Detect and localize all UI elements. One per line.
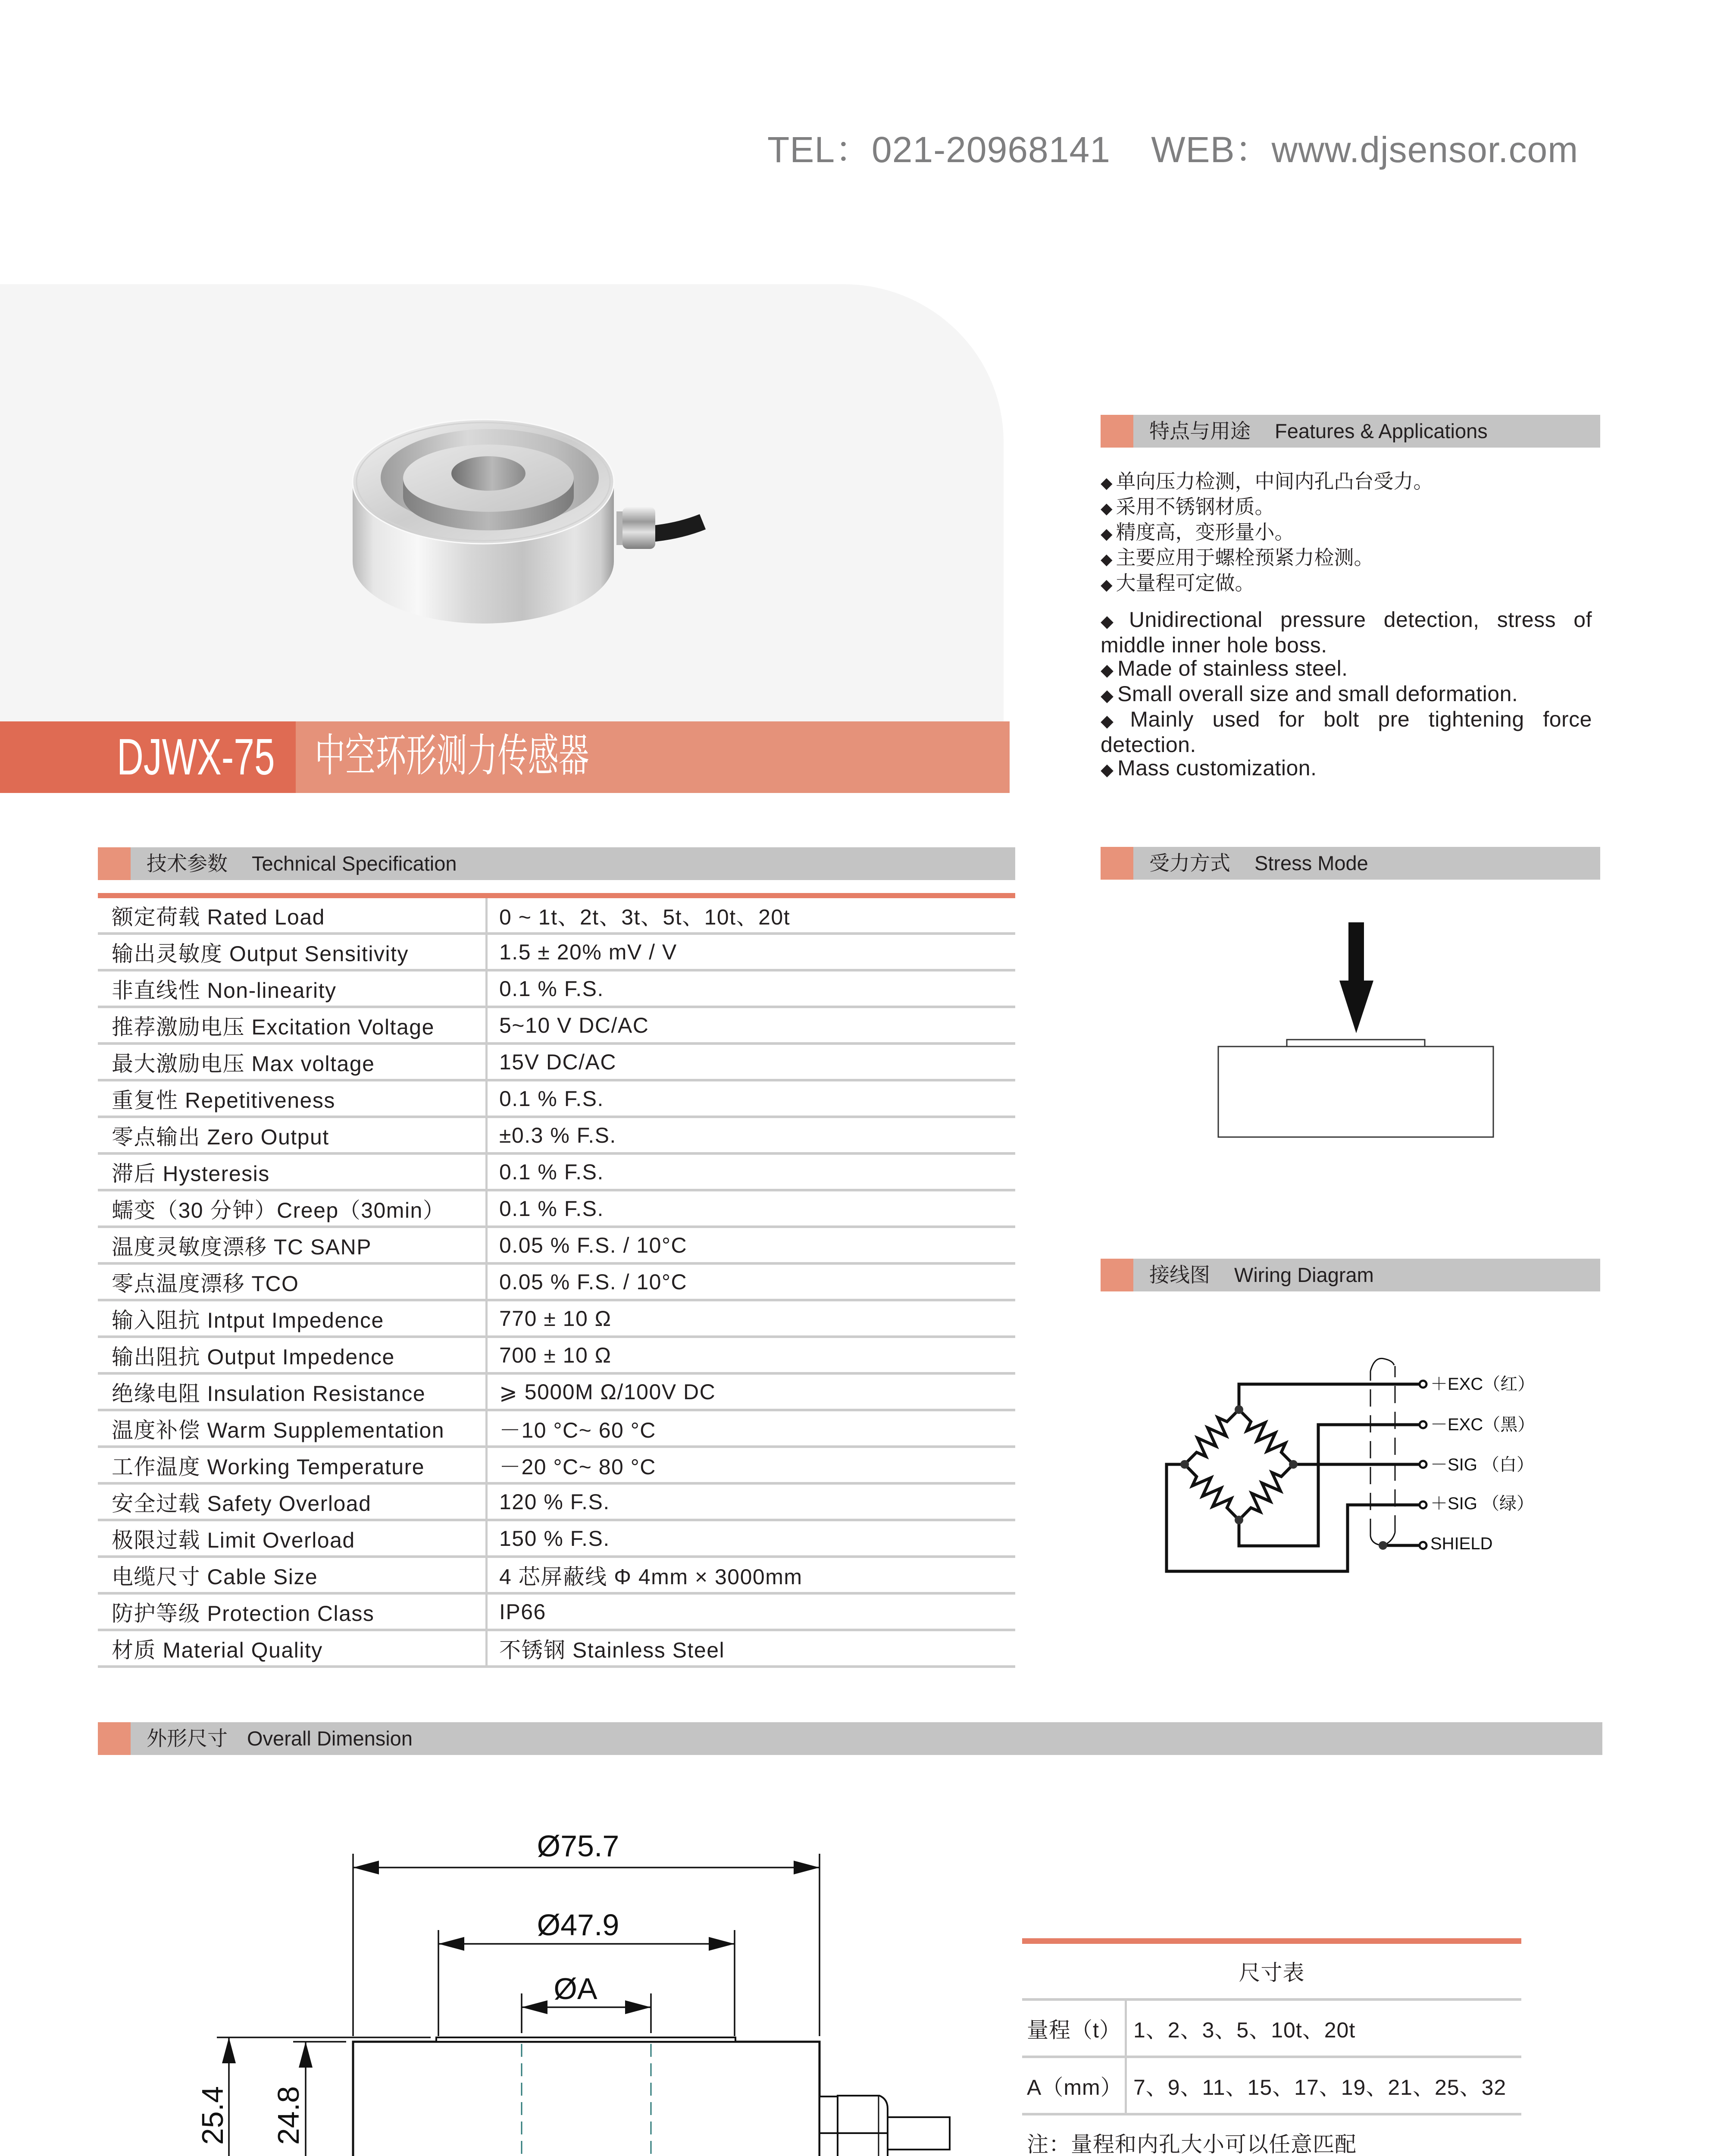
features-list-en [1101, 608, 1592, 782]
diamond-bullet-icon: ◆ [1101, 500, 1113, 517]
spec-row [98, 1375, 1015, 1411]
center-hole [451, 456, 525, 491]
spec-row [98, 1191, 1015, 1228]
bridge-node [1235, 1405, 1243, 1414]
wiring-diagram [1155, 1350, 1543, 1583]
spec-row [98, 1008, 1015, 1045]
sensor-cable [651, 522, 703, 534]
spec-value: 0.05 % F.S. / 10°C [499, 1233, 688, 1257]
spec-row [98, 1228, 1015, 1265]
feature-text: Mass customization. [1117, 756, 1317, 780]
spec-label: 安全过载 Safety Overload [98, 1485, 488, 1519]
terminal-icon [1420, 1542, 1426, 1549]
section-title-cn: 外形尺寸 [147, 1727, 228, 1750]
cable-outline [888, 2117, 950, 2150]
features-list-cn [1101, 470, 1596, 597]
spec-row [98, 1595, 1015, 1631]
spec-value: 0.1 % F.S. [499, 976, 604, 1001]
total-height-label: 25.4 [196, 2086, 229, 2145]
spec-label: 零点输出 Zero Output [98, 1118, 488, 1152]
feature-item-cn [1101, 520, 1596, 546]
wiring-section-header [1101, 1259, 1600, 1291]
spec-value: ⩾ 5000M Ω/100V DC [499, 1379, 716, 1404]
dimension-row-value: 1、2、3、5、10t、20t [1133, 2018, 1356, 2042]
spec-row [98, 898, 1015, 935]
resistor-icon [1185, 1410, 1239, 1464]
feature-text: Unidirectional pressure detection, stress of middle inner hole boss. [1101, 608, 1592, 657]
section-title-en: Overall Dimension [247, 1727, 413, 1750]
diamond-bullet-icon: ◆ [1101, 612, 1126, 631]
resistor-icon [1239, 1464, 1293, 1520]
shield-node [1379, 1541, 1387, 1550]
spec-row [98, 1631, 1015, 1668]
arrowhead-icon [794, 1861, 820, 1874]
outer-diameter-label: Ø75.7 [537, 1829, 619, 1863]
terminal-label-minus-exc: －EXC（黑） [1430, 1415, 1535, 1434]
sensor-body-outline [1218, 1047, 1493, 1137]
diamond-bullet-icon: ◆ [1101, 760, 1114, 780]
section-title-cn: 接线图 [1149, 1263, 1210, 1286]
spec-value: 0.1 % F.S. [499, 1196, 604, 1221]
dimension-table-row [1022, 2058, 1521, 2115]
stress-mode-section-header [1101, 847, 1600, 880]
hole-diameter-label: ØA [554, 1972, 597, 2006]
spec-label: 温度灵敏度漂移 TC SANP [98, 1228, 488, 1262]
spec-row [98, 971, 1015, 1008]
feature-text: 精度高，变形量小。 [1116, 521, 1295, 543]
section-title-en: Wiring Diagram [1234, 1263, 1374, 1286]
feature-text: 采用不锈钢材质。 [1116, 495, 1275, 518]
dimension-section-header [98, 1722, 1602, 1755]
spec-value: IP66 [499, 1599, 546, 1624]
spec-label: 推荐激励电压 Excitation Voltage [98, 1008, 488, 1042]
spec-row [98, 1411, 1015, 1448]
terminal-label-plus-sig: ＋SIG （绿） [1430, 1494, 1534, 1513]
arrowhead-icon [625, 2000, 651, 2014]
terminal-icon [1420, 1421, 1426, 1428]
dimension-drawing [190, 1829, 974, 2156]
feature-text: Made of stainless steel. [1117, 656, 1348, 680]
section-title-en: Technical Specification [252, 852, 457, 875]
arrowhead-icon [222, 2037, 236, 2063]
arrowhead-icon [353, 1861, 379, 1874]
spec-label: 输入阻抗 Intput Impedence [98, 1301, 488, 1335]
product-name: 中空环形测力传感器 [315, 731, 589, 781]
spec-value: 不锈钢 Stainless Steel [499, 1638, 725, 1662]
title-banner [0, 721, 1010, 793]
section-title-en: Stress Mode [1254, 852, 1368, 874]
spec-row [98, 1081, 1015, 1118]
bridge-node [1235, 1516, 1243, 1524]
feature-text: 大量程可定做。 [1116, 572, 1255, 594]
spec-value: 4 芯屏蔽线 Φ 4mm × 3000mm [499, 1564, 803, 1589]
cable-gland [622, 507, 655, 549]
terminal-icon [1420, 1461, 1426, 1468]
section-marker [98, 1722, 131, 1755]
section-marker [98, 847, 131, 880]
spec-label: 蠕变（30 分钟）Creep（30min） [98, 1191, 488, 1225]
product-photo [336, 405, 724, 638]
spec-section-header [98, 847, 1015, 880]
force-arrow-shaft [1348, 922, 1364, 981]
section-title-cn: 技术参数 [147, 852, 228, 875]
arrowhead-icon [522, 2000, 547, 2014]
diamond-bullet-icon: ◆ [1101, 686, 1114, 705]
feature-item-en [1101, 682, 1592, 708]
dimension-table [1022, 1938, 1521, 2156]
spec-row [98, 1448, 1015, 1485]
section-title-cn: 受力方式 [1149, 852, 1230, 874]
force-arrow-head-icon [1339, 981, 1373, 1033]
spec-label: 滞后 Hysteresis [98, 1155, 488, 1189]
features-section-header [1101, 415, 1600, 448]
boss-outline [436, 2037, 735, 2042]
spec-label: 非直线性 Non-linearity [98, 971, 488, 1006]
spec-value: －10 °C~ 60 °C [499, 1418, 656, 1442]
bridge-node [1180, 1460, 1189, 1469]
dimension-row-label: A（mm） [1022, 2058, 1127, 2113]
load-boss-outline [1287, 1040, 1425, 1047]
feature-item-cn [1101, 546, 1596, 571]
spec-label: 防护等级 Protection Class [98, 1595, 488, 1629]
shield-top-arc [1370, 1358, 1394, 1371]
feature-item-en [1101, 708, 1592, 756]
spec-label: 工作温度 Working Temperature [98, 1448, 488, 1482]
website-address: WEB：www.djsensor.com [1151, 129, 1579, 170]
feature-item-en [1101, 608, 1592, 657]
dimension-table-row [1022, 2001, 1521, 2058]
bridge-node [1289, 1460, 1298, 1469]
spec-value: 120 % F.S. [499, 1489, 610, 1514]
spec-label: 极限过载 Limit Overload [98, 1521, 488, 1555]
spec-value: ±0.3 % F.S. [499, 1123, 616, 1147]
resistor-icon [1185, 1464, 1239, 1520]
feature-text: Mainly used for bolt pre tightening force detection. [1101, 707, 1592, 757]
spec-row [98, 1045, 1015, 1081]
connector-washer [820, 2096, 838, 2156]
spec-label: 输出阻抗 Output Impedence [98, 1338, 488, 1372]
diamond-bullet-icon: ◆ [1101, 474, 1113, 492]
spec-value: 0.05 % F.S. / 10°C [499, 1269, 688, 1294]
body-outline [353, 2042, 820, 2156]
spec-row [98, 935, 1015, 971]
gland-washer [616, 511, 623, 545]
feature-item-cn [1101, 495, 1596, 520]
spec-value: 0 ~ 1t、2t、3t、5t、10t、20t [499, 905, 791, 929]
section-marker [1101, 415, 1133, 448]
spec-label: 输出灵敏度 Output Sensitivity [98, 935, 488, 969]
spec-value: 150 % F.S. [499, 1526, 610, 1551]
arrowhead-icon [709, 1937, 735, 1951]
diamond-bullet-icon: ◆ [1101, 551, 1113, 568]
spec-row [98, 1155, 1015, 1191]
spec-value: 0.1 % F.S. [499, 1159, 604, 1184]
spec-row [98, 1301, 1015, 1338]
stress-mode-diagram [1207, 914, 1509, 1147]
dimension-row-label: 量程（t） [1022, 2001, 1127, 2056]
arrowhead-icon [438, 1937, 464, 1951]
spec-value: 1.5 ± 20% mV / V [499, 940, 677, 964]
terminal-label-minus-sig: －SIG （白） [1430, 1455, 1534, 1474]
spec-table [98, 893, 1015, 1668]
terminal-icon [1420, 1381, 1426, 1388]
telephone-number: TEL：021-20968141 [767, 129, 1110, 170]
terminal-label-shield: SHIELD [1430, 1534, 1493, 1553]
feature-item-en [1101, 756, 1592, 782]
connector-nut [838, 2096, 888, 2156]
arrowhead-icon [299, 2042, 313, 2068]
spec-label: 最大激励电压 Max voltage [98, 1045, 488, 1079]
spec-row [98, 1485, 1015, 1521]
diamond-bullet-icon: ◆ [1101, 661, 1114, 680]
terminal-label-plus-exc: ＋EXC（红） [1430, 1375, 1535, 1394]
feature-item-en [1101, 657, 1592, 682]
body-height-label: 24.8 [272, 2086, 305, 2145]
spec-label: 重复性 Repetitiveness [98, 1081, 488, 1116]
product-model: DJWX-75 [117, 728, 275, 786]
diamond-bullet-icon: ◆ [1101, 576, 1113, 594]
spec-label: 额定荷载 Rated Load [98, 898, 488, 932]
dimension-table-note: 注：量程和内孔大小可以任意匹配 [1022, 2115, 1521, 2156]
section-title-cn: 特点与用途 [1149, 420, 1251, 442]
spec-row [98, 1521, 1015, 1558]
diamond-bullet-icon: ◆ [1101, 525, 1113, 543]
section-marker [1101, 847, 1133, 880]
dimension-table-title: 尺寸表 [1022, 1944, 1521, 2001]
spec-value: 15V DC/AC [499, 1050, 616, 1074]
spec-label: 绝缘电阻 Insulation Resistance [98, 1375, 488, 1409]
spec-value: 770 ± 10 Ω [499, 1306, 612, 1331]
feature-text: 主要应用于螺栓预紧力检测。 [1116, 546, 1374, 569]
spec-label: 电缆尺寸 Cable Size [98, 1558, 488, 1592]
diamond-bullet-icon: ◆ [1101, 711, 1126, 731]
spec-label: 零点温度漂移 TCO [98, 1265, 488, 1299]
spec-row [98, 1558, 1015, 1595]
spec-value: －20 °C~ 80 °C [499, 1454, 656, 1479]
feature-item-cn [1101, 470, 1596, 495]
spec-row [98, 1265, 1015, 1301]
spec-value: 5~10 V DC/AC [499, 1013, 649, 1037]
section-title-en: Features & Applications [1275, 420, 1488, 442]
dimension-row-value: 7、9、11、15、17、19、21、25、32 [1133, 2075, 1507, 2100]
wire-plus-exc [1239, 1384, 1421, 1410]
spec-label: 材质 Material Quality [98, 1631, 488, 1665]
spec-label: 温度补偿 Warm Supplementation [98, 1411, 488, 1445]
feature-item-cn [1101, 571, 1596, 597]
section-marker [1101, 1259, 1133, 1291]
contact-info [767, 129, 1579, 170]
terminal-icon [1420, 1501, 1426, 1508]
boss-diameter-label: Ø47.9 [537, 1908, 619, 1942]
spec-row [98, 1118, 1015, 1155]
spec-row [98, 1338, 1015, 1375]
spec-value: 0.1 % F.S. [499, 1086, 604, 1111]
feature-text: Small overall size and small deformation. [1117, 682, 1518, 706]
resistor-icon [1239, 1410, 1293, 1464]
spec-value: 700 ± 10 Ω [499, 1343, 612, 1367]
feature-text: 单向压力检测，中间内孔凸台受力。 [1116, 470, 1433, 492]
